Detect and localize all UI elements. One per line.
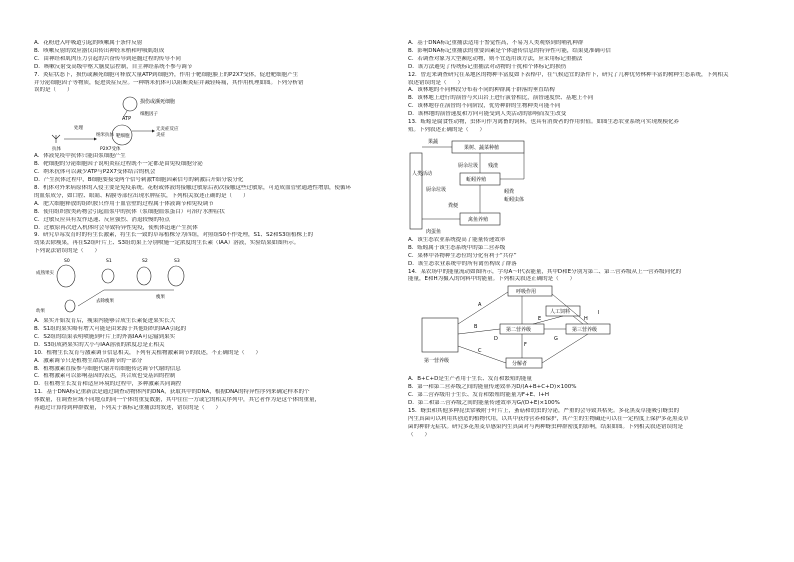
q12-option: D．该林地的演替速度和方向可能受到人类活动的影响而发生改变: [408, 111, 567, 118]
q13-diagram: [408, 135, 578, 237]
q14-stem: 14．某农场中的能量流动如图所示，字母A～I代表能量，其中D和E分别为第二、第三营养级从上一营养级同化的: [408, 268, 682, 275]
q11-option: D．该方法避免了传统标记重捕法对动物的干扰和个体标记的损伤: [408, 63, 567, 70]
q15-stem: 内生真菌可以利用其创造的植物代用，以其中获得营养和保护，其产生的生物碱还可以在一定程度上保护多花黑麦草: [408, 415, 689, 422]
q7-diagram: [34, 95, 234, 153]
fig9-young: 幼果: [36, 309, 45, 315]
q6-option: D．咳嗽反射受高级中枢大脑皮层控制，自主神经系统不参与调节: [34, 63, 193, 70]
q12-option: B．该林地上进行的演替与火山岩上进行演替相比，演替速度快、基地上不同: [408, 95, 594, 102]
fig13-straw: 残渣: [488, 162, 499, 169]
q12-stem: 叙述错误的是（ ）: [408, 79, 464, 86]
fig9-s3: S3: [174, 259, 180, 265]
q7-stem: 并分泌细胞因子等物质，促进炎症反应。一种纳米抗体可以阻断炎症并减轻疼痛，其作用机理如图。下列分析错: [34, 79, 304, 86]
q9-option: A．果实开始发育后，瘦果内能够合成生长素促进果实长大: [34, 318, 176, 325]
exam-page: [28, 40, 766, 520]
fig14-letter-c: C: [478, 348, 482, 355]
fig7-atp: ATP: [122, 116, 132, 123]
q14-option: B．第一和第二营养级之间的能量传递效率为D/(A+B+C+D)×100%: [408, 384, 577, 391]
fig14-letter-f: F: [524, 342, 527, 349]
fig7-receptor: P2X7受体: [100, 147, 121, 153]
q13-option: B．蚯蚓属于该生态系统中的第二营养级: [408, 244, 506, 251]
fig14-letter-b: B: [474, 324, 478, 331]
q11-option: B．影响DNA标记重捕法的重要因素是个体遗传信息的特异性可能，结果更准确可信: [408, 47, 611, 54]
fig14-letter-i: I: [598, 310, 600, 317]
q7-option: A．体液免疫中抗体只能由浆细胞产生: [34, 153, 126, 160]
q10-option: D．在植物生长发育和适应环境的过程中，多种激素共同调控: [34, 381, 182, 388]
strawberry-icon: [102, 269, 114, 283]
q10-stem: 10．植物生长发育与激素调节信息相关，下列有关植物激素调节的叙述，不正确的是（ ）: [34, 349, 262, 356]
first-level-box: [422, 318, 458, 352]
strawberry-icon: [168, 266, 184, 286]
fig14-letter-d: D: [494, 336, 498, 343]
q12-stem: 12．曾近来调查研究在某地区的物种丰富度如下表格中，在气候适宜的条件下，研究了几种优势林种丰富的树种生态系统，下列相关: [408, 71, 729, 78]
fig13-kitchen: 厨余垃圾: [426, 186, 447, 193]
q13-stem: 13．蚯蚓是腐食性动物，虫体可作为禽畜的饲料，也具有消费者的作用价值。如图生态农业系统可实现规模化养: [408, 119, 680, 126]
q14-diagram: [408, 284, 658, 376]
q15-stem: 15．蚜虫和其他多种昆虫常吸附于叶片上，蚤菇和幼虫的分泌，严重的会导致其枯死。多花黑麦草能吸引蚜虫的: [408, 407, 680, 414]
fig14-first: 第一营养级: [424, 358, 450, 365]
fig13-manure: 粪便: [448, 202, 459, 209]
fig9-mature: 成熟果实: [36, 271, 54, 277]
q7-stem: 误的是（ ）: [34, 87, 73, 94]
q9-option: D．S3组成熟果实的大小与IAA溶液的浓度总是正相关: [34, 341, 165, 348]
q9-figure: [34, 256, 389, 318]
fig13-kitchen-1: 厨余垃圾: [458, 162, 479, 169]
fig14-letter-a: A: [478, 302, 482, 309]
fig13-worm-feces: 蚓粪: [504, 188, 515, 195]
q9-option: C．S2组的结果表明喷施到叶片上的外源IAA可运输到果实: [34, 333, 176, 340]
fig14-second: 第二营养级: [506, 327, 532, 334]
fig14-resp: 呼吸作用: [516, 289, 537, 296]
fig14-third: 第三营养级: [572, 327, 598, 334]
q14-option: A．B+C+D是生产者用于生长、发育和繁殖的能量: [408, 376, 532, 383]
fig13-poultry: 禽鱼养殖: [468, 216, 489, 223]
q13-option: A．该生态农业系统提高了能量传递效率: [408, 236, 506, 243]
q14-option: C．第二营养级用于生长、发育和繁殖的能量为F+E、I+H: [408, 392, 549, 399]
fig9-seed: 瘦果: [156, 295, 165, 301]
fig13-worm-body: 蚯蚓虫体: [504, 196, 525, 203]
fig9-s2: S2: [142, 259, 148, 265]
q8-option: C．过敏反应具有发作迅速、反应强烈、消退较慢的特点: [34, 216, 170, 223]
q12-option: A．该林地的不同林段分布着不同的种群属于群落的垂直结构: [408, 87, 555, 94]
q13-option: D．该生态农业系统中的所有禽鱼构成了群落: [408, 260, 517, 267]
q9-stem: 幼果去除瘦果，再在S2组叶片上、S3组幼果上分别喷施一定浓度的生长素（IAA）溶液，实验结果如图所示。: [34, 240, 300, 247]
q10-option: A．激素调节只是植物生命活动调节的一部分: [34, 357, 143, 364]
q7-option: B．靶细胞的分泌细胞因子说明炎症过程既不一定都是由免疫细胞分泌: [34, 161, 203, 168]
left-column: [34, 40, 389, 413]
fig14-letter-e: E: [538, 316, 542, 323]
fig13-meat: 肉蛋鱼: [426, 228, 442, 235]
fig14-letter-g: G: [554, 336, 558, 343]
right-column: [408, 40, 763, 440]
q11-stem: 再通过计算得到种群数量，下列关于该标记重捕法的叙述，错误的是（ ）: [34, 405, 222, 412]
fig7-target: 靶细胞: [116, 134, 130, 140]
fig7-noinfl: 无炎症反应: [156, 127, 179, 133]
fig13-human: 人类活动: [412, 170, 433, 177]
q9-stem: 下列说法错误的是（ ）: [34, 248, 101, 255]
q11-stem: 11．基于DNA标记重新法是通过调查动物体内的DNA，获取其中的DNA，根据DNA的特异性序列来确定样本的个: [34, 389, 310, 396]
q10-option: B．植物激素直接参与细胞代谢并给细胞传达调节代谢的信息: [34, 365, 181, 372]
young-fruit-icon: [65, 300, 75, 312]
q8-stem: 8．机体对外来病原体的入侵主要是免疫系统。花粉或体液的接触过敏原后初次接触这些过敏原，可造成血管壁通透性增加，使循环: [34, 184, 352, 191]
q12-option: C．该林地存在演替的不同阶段，优势种群的生物种类可能不同: [408, 103, 561, 110]
q6-option: A．花粉进入呼吸道引起的咳嗽属于条件反射: [34, 40, 143, 46]
q7-option: C．纳米抗体可以减少ATP与P2X7受体结合的机会: [34, 169, 156, 176]
q11-option: C．若调查对象为大型濒危动物，则不宜选用该方法，应采用标记重捕法: [408, 55, 583, 62]
fig14-letter-h: H: [584, 316, 588, 323]
q6-option: B．咳嗽反射的效应器仅由传出神经末梢和呼吸肌组成: [34, 47, 165, 54]
q14-stem: 能量，E和H为摄入的饲料中的能量。下列相关叙述正确的是（ ）: [408, 276, 576, 283]
q14-option: D．第二和第三营养级之间的能量传递效率为G/(D+E)×100%: [408, 400, 560, 407]
q11-option: A．基于DNA标记重捕法适用于警觉性高，不易为人类观察到的哺乳种群: [408, 40, 584, 46]
fig7-nano: 纳米抗体: [96, 133, 114, 139]
fig13-planting: 果树、蔬菜种植: [464, 144, 500, 151]
fig7-cytokine: 细胞因子: [140, 112, 158, 118]
q13-stem: 殖。下列叙述正确的是（ ）: [408, 126, 486, 133]
q8-stem: 的血浆成分，如口腔、眼睛、粘膜等部位出现水肿症状，下列相关叙述正确的是（ ）: [34, 192, 249, 199]
q13-figure: [408, 135, 763, 237]
q9-diagram: [34, 256, 234, 318]
q9-stem: 9．研究草莓发育时的有生长激素，将生长一致的草莓植株分为四组，对照组S0不作处理，S1、S2和S3组植株上的: [34, 232, 313, 239]
q10-option: C．植物激素可以影响基因的表达，其合成也受基因的控制: [34, 373, 176, 380]
fig14-feed: 人工饲料: [550, 309, 571, 316]
fig13-worm-farm: 蚯蚓养殖: [466, 176, 487, 183]
antibody-icon: [52, 135, 60, 143]
q6-option: C．由神经和肌肉压力引起的兴奋传导到延髓过程的传导不同: [34, 55, 181, 62]
q9-option: B．S1组的果实略有增大可能是由来源于其他组织的IAA引起的: [34, 326, 187, 333]
q7-option: D．产生抗体过程中，B细胞要接受两个信号刺激T细胞因素信号的刺激后开始分裂分化: [34, 177, 244, 184]
q15-stem: 菌的种群无症状。研究多花黑麦草感染内生真菌对与两种蚜虫种群密度的影响，结果如图。下列相关叙述错误的是: [408, 423, 684, 430]
fig7-treat: 处理: [74, 126, 83, 132]
fig7-inflammation: 炎症: [156, 133, 165, 139]
q15-stem: （ ）: [408, 431, 431, 438]
fig14-decomp: 分解者: [512, 361, 528, 368]
fig7-antibody: 抗体: [52, 147, 61, 153]
q7-stem: 7．炎症状态下，损伤或濒死细胞可释放大量ATP到细胞外，作用于靶细胞膜上的P2X7受体，促进靶细胞产生: [34, 71, 299, 78]
fig13-fruit: 果蔬: [428, 138, 439, 145]
fig9-remove: 去除瘦果: [96, 299, 114, 305]
q7-figure: [34, 95, 389, 153]
fig9-s1: S1: [106, 259, 112, 265]
q13-option: C．果林中各物种生态位的分化有利于“共存”: [408, 252, 517, 259]
q8-option: D．过敏原再次进入机体时会导致特异性免疫，使机体迅速产生抗体: [34, 224, 198, 231]
dying-cell-shape: [123, 97, 137, 111]
fig9-s0: S0: [64, 259, 70, 265]
q8-option: B．使用组织胺类药物会引起血浆中的抗体（浆细胞血浆蛋白）可治疗水肿症状: [34, 208, 225, 215]
q11-stem: 体数量，在调查应域不同地点的同一个体的重复数据，其中往往一方或它的相关序列中，其它者作为是这个体的重量，: [34, 397, 321, 404]
strawberry-icon: [137, 267, 151, 285]
q8-option: A．肥大细胞释放的组织胺只作用于血管壁的过程属于体液调节和免疫调节: [34, 200, 214, 207]
fig7-top-label: 损伤或濒死细胞: [140, 99, 176, 106]
human-activity-box: [410, 153, 422, 229]
strawberry-icon: [57, 265, 75, 287]
q14-figure: [408, 284, 763, 376]
